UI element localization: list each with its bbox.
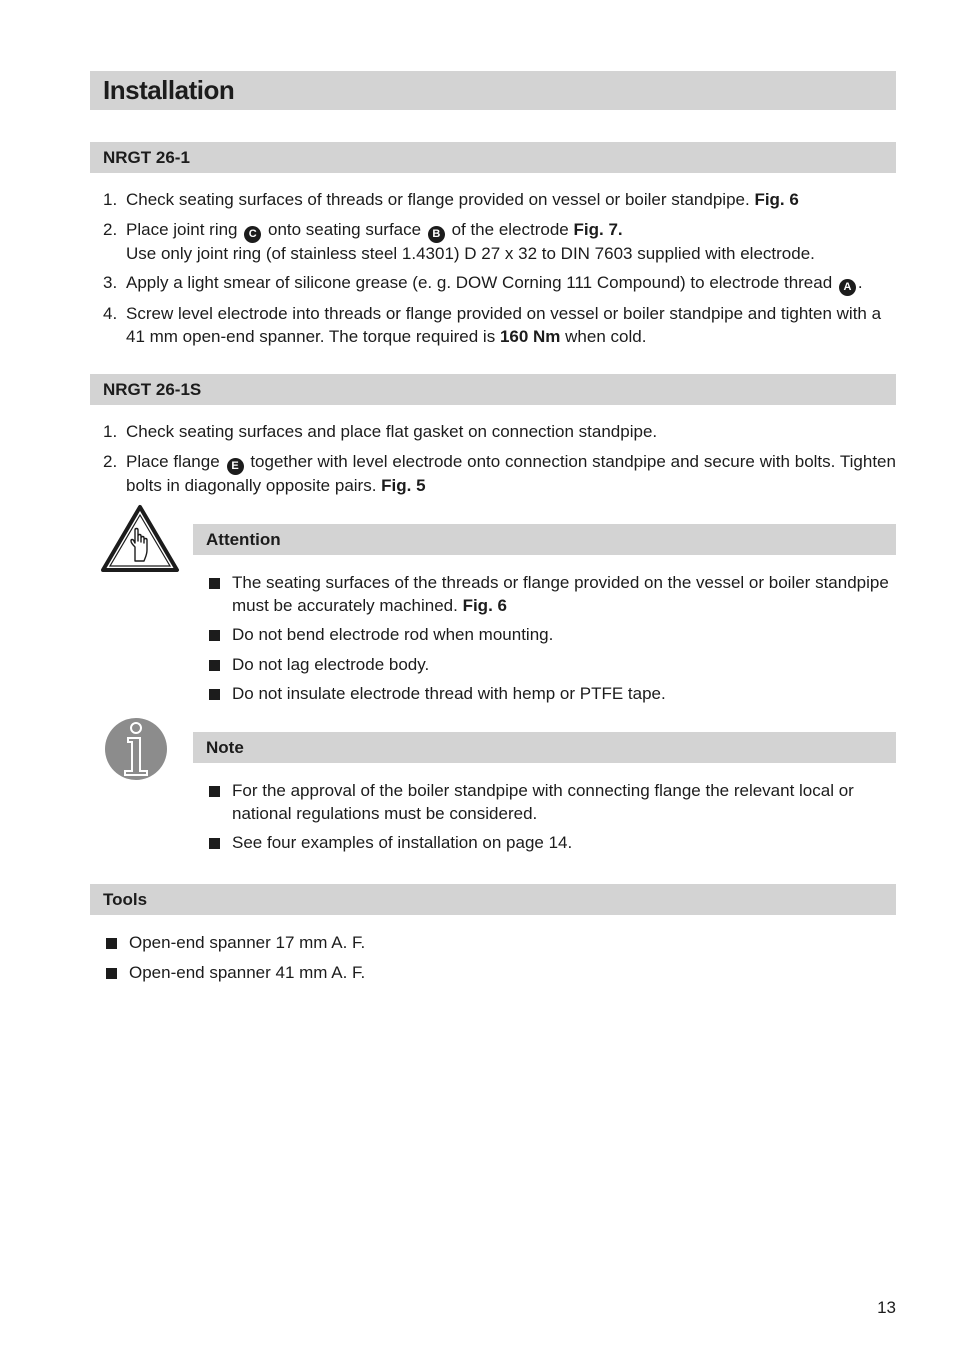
warning-hand-icon (100, 503, 180, 573)
note-heading: Note (193, 732, 896, 763)
list-item: Do not insulate electrode thread with hemp or PTFE tape. (206, 683, 896, 706)
note-list (206, 780, 866, 862)
tools-list (103, 932, 803, 991)
attention-heading: Attention (193, 524, 896, 555)
torque-value: 160 Nm (499, 326, 561, 346)
fig-ref: Fig. 5 (381, 475, 426, 495)
section-heading-nrgt-26-1s: NRGT 26-1S (90, 374, 896, 405)
label-b-icon: B (428, 226, 445, 243)
list-item: The seating surfaces of the threads or flange provided on the vessel or boiler standpipe must be accurately machined. Fig. 6 (206, 572, 896, 617)
list-item: For the approval of the boiler standpipe with connecting flange the relevant local or national regulations must be considered. (206, 780, 866, 825)
info-icon (103, 716, 169, 782)
steps-nrgt-26-1s (103, 421, 896, 504)
list-item: Open-end spanner 41 mm A. F. (103, 962, 803, 985)
attention-list (206, 572, 896, 713)
label-e-icon: E (227, 458, 244, 475)
list-item: See four examples of installation on page 14. (206, 832, 866, 855)
step-3: 3. Apply a light smear of silicone grease (e. g. DOW Corning 111 Compound) to electrode thread A . (103, 272, 896, 296)
list-item: Do not bend electrode rod when mounting. (206, 624, 896, 647)
page-title: Installation (90, 71, 896, 110)
fig-ref: Fig. 6 (462, 595, 507, 615)
step-4: 4. Screw level electrode into threads or flange provided on vessel or boiler standpipe and tighten with a 41 mm open-end spanner. The torque required is 160 Nm when cold. (103, 304, 882, 346)
label-a-icon: A (839, 279, 856, 296)
step-2: 2. Place joint ring C onto seating surface B of the electrode Fig. 7. Use only joint ring (of stainless steel 1.4301) D 27 x 32 to DIN 7603 supplied with electrode. (103, 219, 815, 263)
page-number: 13 (877, 1298, 896, 1317)
step-1: 1. Check seating surfaces and place flat gasket on connection standpipe. (103, 422, 658, 441)
fig-ref: Fig. 7. (573, 219, 623, 239)
tools-heading: Tools (90, 884, 896, 915)
step-2: 2. Place flange E together with level electrode onto connection standpipe and secure with bolts. Tighten bolts in diagonally opposite pairs. Fig. 5 (103, 451, 896, 495)
fig-ref: Fig. 6 (754, 190, 799, 209)
label-c-icon: C (244, 226, 261, 243)
steps-nrgt-26-1 (103, 189, 896, 355)
step-1: 1. Check seating surfaces of threads or flange provided on vessel or boiler standpipe. Fig. 6 (103, 190, 799, 209)
section-heading-nrgt-26-1: NRGT 26-1 (90, 142, 896, 173)
list-item: Open-end spanner 17 mm A. F. (103, 932, 803, 955)
list-item: Do not lag electrode body. (206, 654, 896, 677)
